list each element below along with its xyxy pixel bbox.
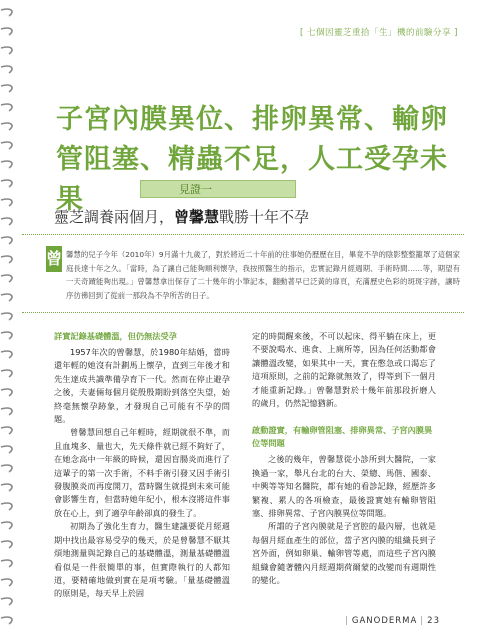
binding-ring [1, 85, 12, 92]
binding-ring [1, 541, 12, 548]
footer-brand: GANODERMA [351, 616, 418, 626]
intro-paragraph: 馨慧的兒子今年（2010年）9月滿十九歲了，對於將近二十年前的往事她仍歷歷在目，畢竟不孕的陰影整整籠罩了這個家庭長達十年之久。「當時，為了讓自己能夠順利懷孕，我按照醫生的指示，忠實記錄月經週期、手術時間……等，期望有一天奇蹟能夠出現。」曾馨慧拿出保存了二十幾年的小筆記本，翻動著早已泛黃的扉頁，充滿歷史色彩的斑斑字跡，讓時序彷彿回到了從前一那段為不孕所苦的日子。 [66, 250, 460, 300]
binding-ring [1, 351, 12, 358]
binding-ring [1, 237, 12, 244]
binding-ring [1, 199, 12, 206]
left-paragraph: 曾馨慧回想自己年輕時，經期就很不準，而且血塊多、量也大，先天條件就已經不夠好了，在她念高中一年級的時候，還因盲腸炎而進行了這輩子的第一次手術，不料手術引發又因手術引發腹膜炎而再度開刀，當時醫生就提到未來可能會影響生育，但當時她年紀小，根本沒將這件事放在心上，到了適孕年齡卻真的發生了。 [54, 427, 230, 518]
binding-ring [1, 256, 12, 263]
spiral-binding [0, 0, 18, 640]
binding-ring [1, 617, 12, 624]
right-subhead: 啟動證實，有輸卵管阻塞、排卵異常、子宮內膜異位等問題 [252, 425, 433, 449]
left-subhead: 詳實記錄基礎體溫，但仍無法受孕 [54, 331, 177, 341]
left-column [54, 330, 230, 601]
article-subtitle [54, 206, 309, 227]
binding-ring [1, 66, 12, 73]
binding-ring [1, 218, 12, 225]
binding-ring [1, 465, 12, 472]
body-divider [22, 312, 464, 313]
binding-ring [1, 446, 12, 453]
right-paragraph: 定的時間醒來後，不可以起床、得平躺在床上，更不要說喝水、進食、上廁所等，因為任何活動都會讓體溫改變，如果其中一天，實在憋急或口渴忘了這項原則，之前的記錄就無效了，得等到下一個月才能重新記錄。」曾馨慧對於十幾年前那段折磨人的歲月，仍然記憶猶新。 [252, 331, 436, 409]
left-paragraph: 1957年次的曾馨慧，於1980年結婚，當時還年輕的她沒有計劃馬上懷孕，直到三年後才和先生達成共識準備孕育下一代。然而在停止避孕之後，夫妻倆每個月從殷殷期盼到落空失望，始終毫無懷孕跡象，才發現自己可能有不孕的問題。 [54, 347, 230, 425]
binding-ring [1, 294, 12, 301]
page-number: 23 [427, 616, 440, 626]
binding-ring [1, 503, 12, 510]
binding-ring [1, 142, 12, 149]
binding-ring [1, 598, 12, 605]
binding-ring [1, 9, 12, 16]
subtitle-suffix: 戰勝十年不孕 [219, 208, 310, 226]
right-paragraph: 之後的幾年，曾馨慧從小診所到大醫院，一家換過一家，舉凡台北的台大、榮總、馬偕、國泰、中興等等知名醫院，都有她的看診記錄，經歷許多繁複、累人的各項檢查，最後證實她有輸卵管阻塞、排卵異常、子宮內膜異位等問題。 [252, 454, 436, 519]
binding-ring [1, 161, 12, 168]
left-paragraph: 初期為了強化生育力，醫生建議要從月經週期中找出最容易受孕的幾天，於是曾馨慧不厭其煩地測量與記錄自己的基礎體溫，測量基礎體溫看似是一件很簡單的事，但實際執行的人都知道，要精確地做到實在是項考驗。「量基礎體溫的原則是，每天早上於固 [54, 521, 230, 599]
binding-ring [1, 484, 12, 491]
binding-ring [1, 408, 12, 415]
binding-ring [1, 123, 12, 130]
binding-ring [1, 427, 12, 434]
right-paragraph: 所謂的子宮內膜就是子宮腔的最內層，也就是每個月經血產生的部位，當子宮內膜的組織長到子宮外面，例如卵巢、輸卵管等處，而這些子宮內膜組織會隨著體內月經週期荷爾蒙的改變而有週期性的變化。 [252, 521, 436, 586]
binding-ring [1, 47, 12, 54]
binding-ring [1, 389, 12, 396]
binding-ring [1, 313, 12, 320]
binding-ring [1, 180, 12, 187]
binding-ring [1, 275, 12, 282]
binding-ring [1, 522, 12, 529]
article-headline: 子宮內膜異位、排卵異常、輸卵管阻塞、精蟲不足，人工受孕未果 [56, 104, 448, 215]
drop-cap: 曾 [46, 246, 62, 272]
testimony-label: 見證一 [140, 180, 296, 198]
binding-ring [1, 28, 12, 35]
binding-ring [1, 370, 12, 377]
binding-ring [1, 560, 12, 567]
title-divider [22, 234, 464, 235]
right-column [252, 330, 436, 588]
subtitle-name: 曾馨慧 [174, 208, 220, 226]
page-footer: | GANODERMA | 23 [345, 616, 440, 626]
binding-ring [1, 104, 12, 111]
binding-ring [1, 579, 12, 586]
section-tab: [ 七個因靈芝重拾「生」機的前驗分享 ] [299, 28, 458, 38]
binding-ring [1, 332, 12, 339]
subtitle-prefix: 靈芝調養兩個月， [54, 208, 175, 226]
